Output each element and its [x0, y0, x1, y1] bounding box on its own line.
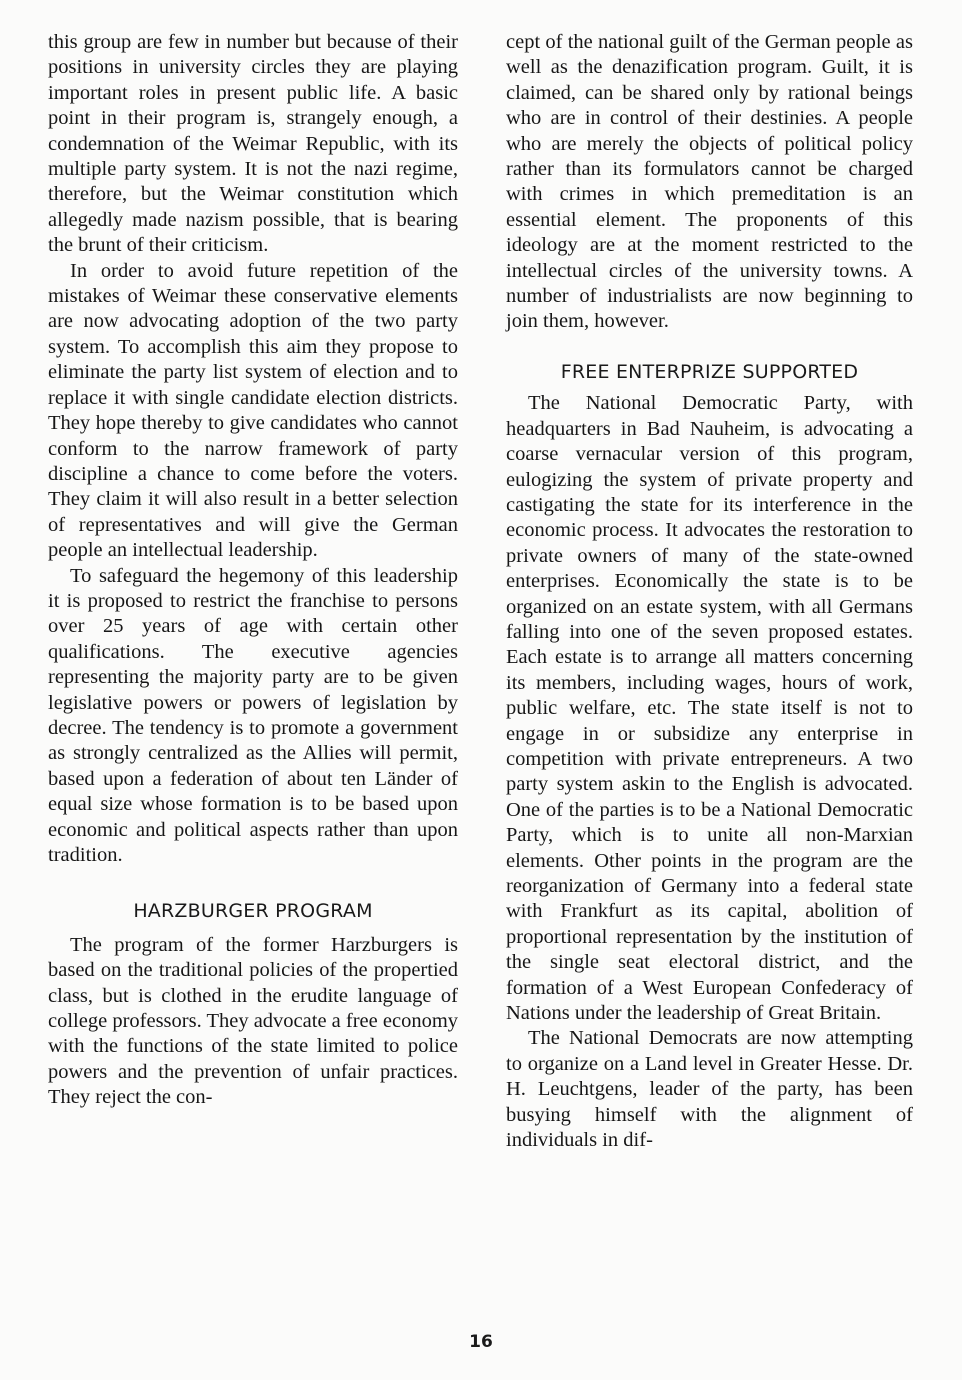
left-paragraph-1: this group are few in number but because of their positions in university circles they are playing important roles in present public life. A basic point in their program is, strangely enough, a condemnation of the Weimar Republic, with its multiple party system. It is not the nazi regime, therefore, but the Weimar constitution which allegedly made nazism possible, that is bearing the brunt of their criticism. — [48, 31, 458, 257]
left-paragraph-4: The program of the former Harzburgers is based on the traditional policies of the propertied class, but is clothed in the erudite language of college professors. They advocate a free economy with the functions of the state limited to police powers and the prevention of unfair practices. They reject the con- — [48, 933, 459, 1109]
section-heading-free-enterprize: FREE ENTERPRIZE SUPPORTED — [560, 360, 859, 383]
right-paragraph-1: cept of the national guilt of the German people as well as the denazification program. Guilt, it is claimed, can be shared only by rational beings who are in control of their destinies. A people who are merely the objects of political policy rather than its formulators cannot be charged with crimes in which premeditation is an essential element. The proponents of this ideology are at the moment restricted to the intellectual circles of the university towns. A number of industrialists are now beginning to join them, however. — [506, 31, 913, 333]
right-column — [506, 30, 913, 1153]
page-number: 16 — [469, 1332, 493, 1352]
left-column — [48, 30, 458, 1111]
section-heading-harzburger: HARZBURGER PROGRAM — [133, 900, 373, 923]
left-paragraph-2: In order to avoid future repetition of the mistakes of Weimar these conservative elements are now advocating adoption of the two party system. To accomplish this aim they propose to eliminate the party list system of election and to replace it with single candidate election districts. They hope thereby to give candidates who cannot conform to the narrow framework of party discipline a chance to come before the voters. They claim it will also result in a better selection of representatives and will give the German people an intellectual leadership. — [48, 259, 458, 562]
left-paragraph-3: To safeguard the hegemony of this leadership it is proposed to restrict the franchise to persons over 25 years of age with certain other qualifications. The executive agencies representing the majority party are to be given legislative powers or powers of legislation by decree. The tendency is to promote a government as strongly centralized as the Allies will permit, based upon a federation of about ten Länder of equal size whose formation is to be based upon economic and political aspects rather than upon tradition. — [48, 564, 458, 866]
right-paragraph-2: The National Democratic Party, with headquarters in Bad Nauheim, is advocating a coarse vernacular version of this program, eulogizing the system of private property and castigating the state for its interference in the economic process. It advocates the restoration to private owners of many of the state-owned enterprises. Economically the state is to be organized on an estate system, with all Germans falling into one of the seven proposed estates. Each estate is to arrange all matters concerning its members, including wages, hours of work, public welfare, etc. The state itself is not to engage in or subsidize any enterprise in competition with private entrepreneurs. A two party system askin to the English is advocated. One of the parties is to be a National Democratic Party, which is to unite all non-Marxian elements. Other points in the program are the reorganization of Germany into a federal state with Frankfurt as its capital, abolition of proportional representation by the institution of the single seat electoral district, and the formation of a West European Confederacy of Nations under the leadership of Great Britain. — [506, 392, 913, 1025]
right-paragraph-3: The National Democrats are now attempting to organize on a Land level in Greater Hesse. Dr. H. Leuchtgens, leader of the party, has been busying himself with the alignment of individuals in dif- — [506, 1027, 913, 1152]
